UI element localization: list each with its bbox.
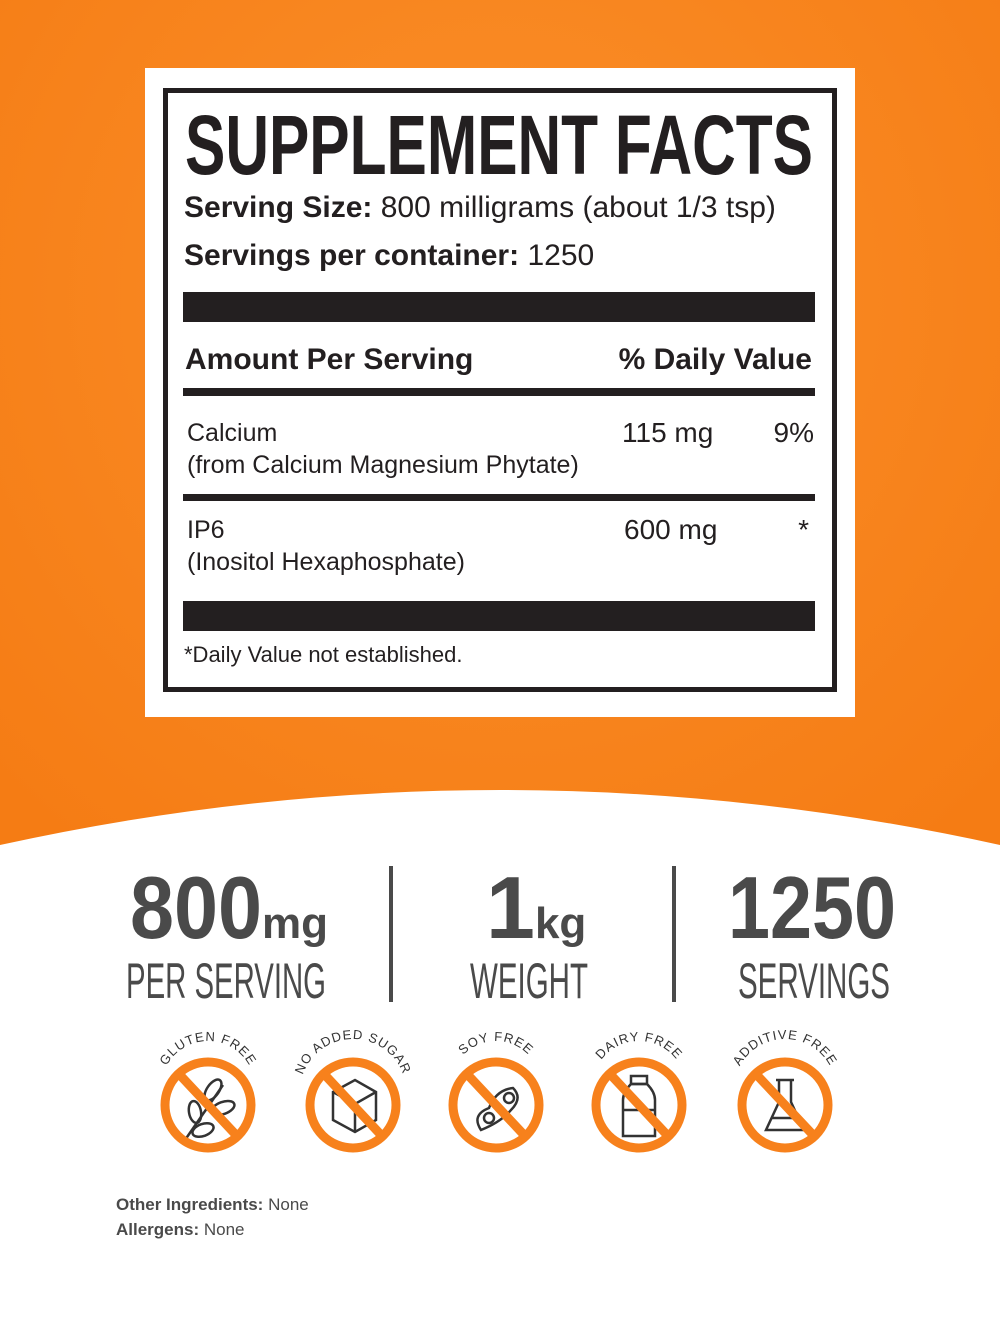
stat-unit: mg [262, 899, 328, 948]
thick-divider [183, 292, 815, 322]
svg-text:DAIRY FREE [592, 1030, 686, 1062]
stat-serving [120, 860, 340, 1010]
footnote: *Daily Value not established. [184, 642, 463, 667]
label-title-text: SUPPLEMENT FACTS [185, 98, 813, 192]
serving-size-label: Serving Size: [184, 191, 373, 224]
stat-divider [389, 866, 393, 1002]
svg-text:NO ADDED SUGAR [292, 1030, 415, 1076]
badge-additive-free [720, 1030, 850, 1160]
daily-value-header: % Daily Value [618, 343, 812, 376]
svg-text:SOY FREE [455, 1030, 537, 1057]
allergens-label: Allergens: [116, 1220, 200, 1239]
nutrient-source: (from Calcium Magnesium Phytate) [187, 451, 579, 479]
other-ingredients-label: Other Ingredients: [116, 1195, 264, 1214]
other-ingredients [116, 1195, 309, 1215]
badge-label: ADDITIVE FREE [729, 1030, 841, 1069]
allergens-value: None [203, 1220, 245, 1239]
divider [183, 388, 815, 396]
stat-weight [460, 860, 620, 1010]
allergens [116, 1220, 245, 1240]
svg-text:1kg [486, 858, 586, 957]
badge-label: NO ADDED SUGAR [291, 1030, 415, 1077]
badge-dairy-free [574, 1030, 704, 1160]
supplement-facts-panel [145, 68, 855, 717]
serving-size-value: 800 milligrams (about 1/3 tsp) [380, 191, 776, 224]
stat-caption: WEIGHT [470, 953, 588, 1009]
badge-label: DAIRY FREE [592, 1030, 686, 1062]
divider [183, 494, 815, 501]
badge-no-added-sugar [288, 1030, 418, 1160]
label-title [183, 98, 817, 192]
thick-divider [183, 601, 815, 631]
nutrient-daily-value: * [798, 514, 809, 545]
badge-gluten-free [143, 1030, 273, 1160]
stat-value: 800 [130, 858, 262, 957]
serving-size [184, 191, 776, 225]
amount-per-serving-header: Amount Per Serving [185, 343, 474, 376]
nutrient-source: (Inositol Hexaphosphate) [187, 548, 465, 576]
badge-label: SOY FREE [455, 1030, 537, 1058]
nutrient-name: IP6 [187, 516, 225, 544]
nutrient-daily-value: 9% [773, 417, 814, 448]
stat-divider [672, 866, 676, 1002]
stat-caption: PER SERVING [126, 953, 326, 1009]
stat-unit: kg [534, 899, 587, 948]
stat-caption: SERVINGS [738, 953, 890, 1009]
badge-label: GLUTEN FREE [156, 1030, 260, 1068]
stat-value: 1 [486, 858, 535, 957]
stat-value: 1250 [728, 858, 896, 957]
servings-label: Servings per container: [184, 239, 520, 272]
servings-per-container [184, 239, 594, 273]
nutrient-amount: 600 mg [624, 514, 718, 545]
svg-text:800mg [130, 858, 328, 957]
badge-soy-free [431, 1030, 561, 1160]
other-ingredients-value: None [268, 1195, 309, 1214]
nutrient-name: Calcium [187, 419, 278, 447]
servings-value: 1250 [527, 239, 595, 272]
stat-servings [720, 860, 910, 1010]
nutrient-amount: 115 mg [622, 417, 714, 448]
